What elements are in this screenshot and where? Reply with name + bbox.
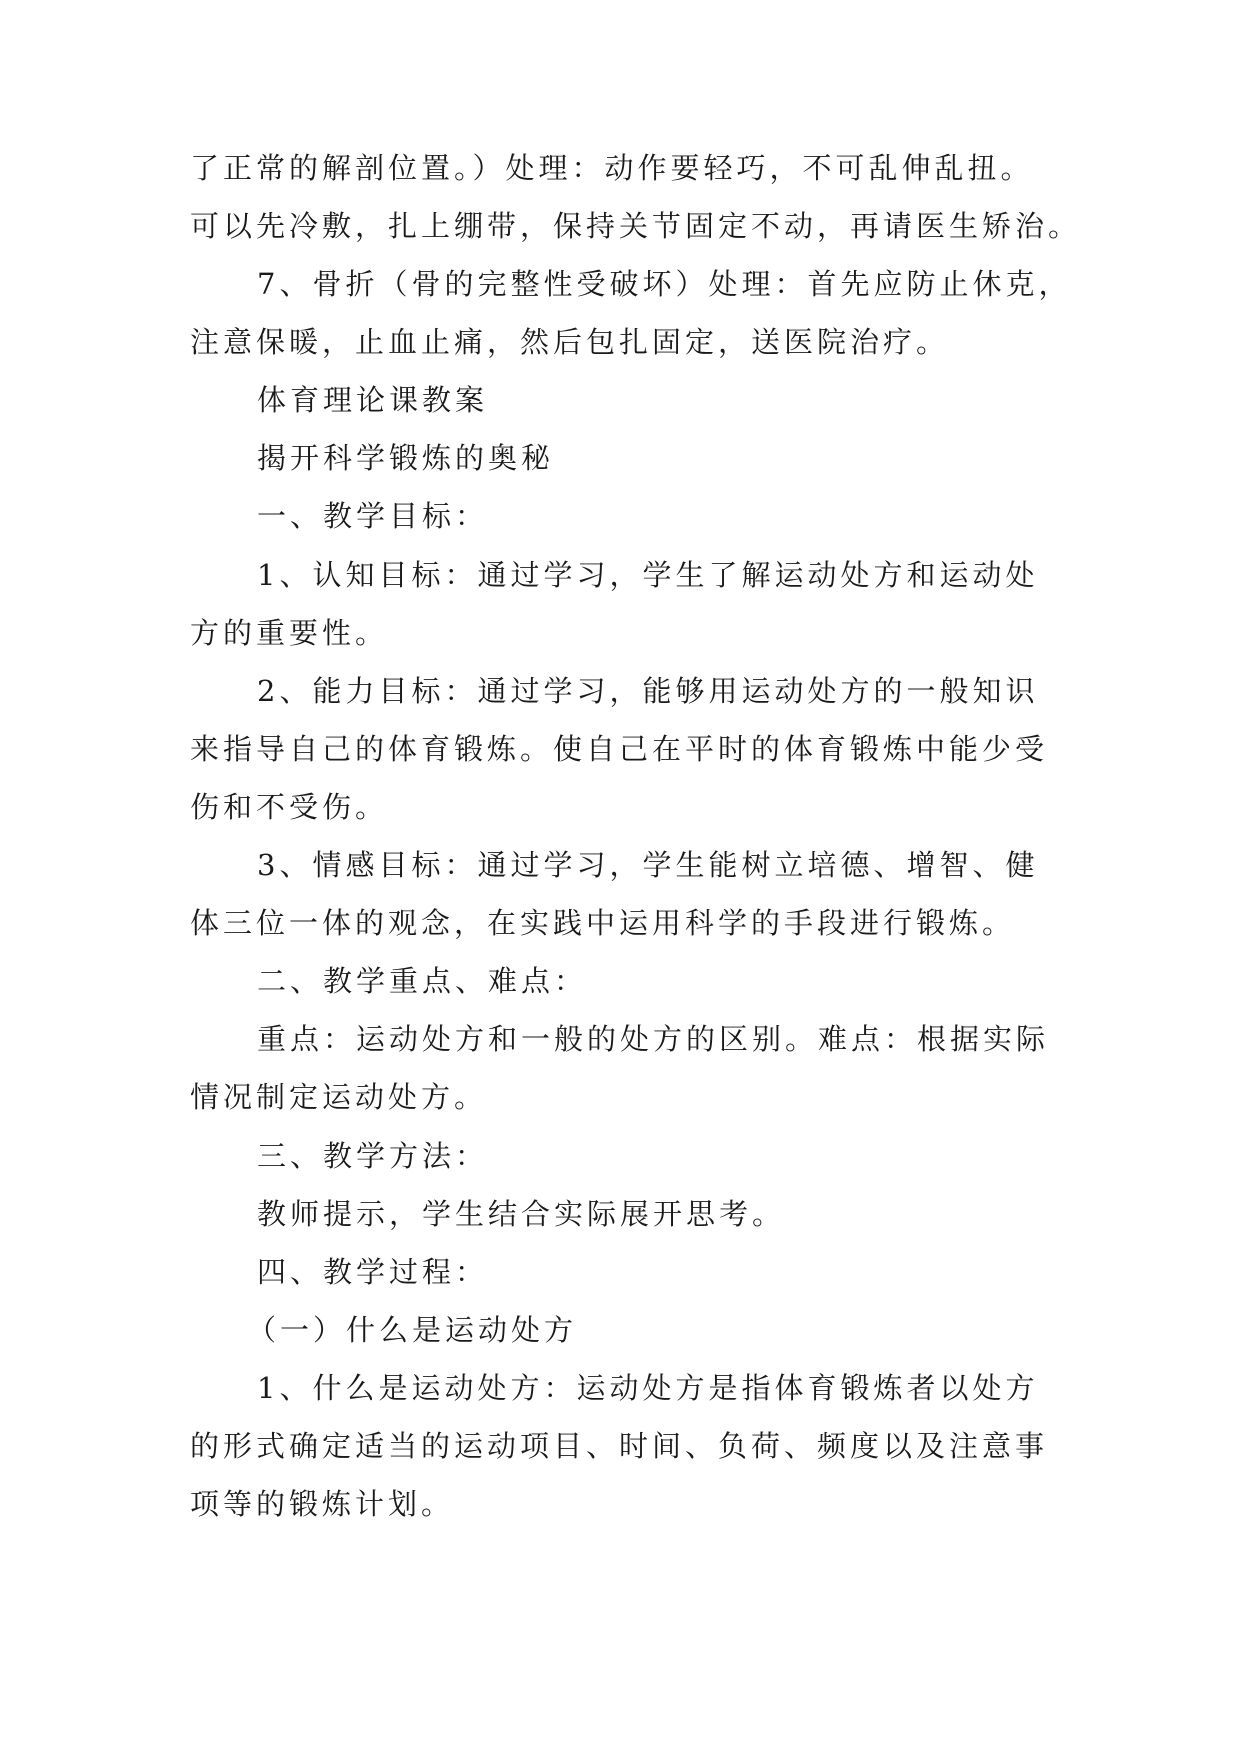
heading-teaching-method: 三、教学方法： [257, 1139, 489, 1173]
text-line: 情况制定运动处方。 [190, 1080, 488, 1114]
heading-key-points: 二、教学重点、难点： [257, 964, 588, 998]
text-line: 2、能力目标：通过学习，能够用运动处方的一般知识 [257, 674, 1039, 708]
text-line: 体三位一体的观念，在实践中运用科学的手段进行锻炼。 [190, 906, 1016, 940]
text-line: 7、骨折（骨的完整性受破坏）处理：首先应防止休克， [257, 267, 1072, 301]
text-line: 的形式确定适当的运动项目、时间、负荷、频度以及注意事 [190, 1429, 1049, 1463]
heading-teaching-goals: 一、教学目标： [257, 499, 489, 533]
text-line: 教师提示，学生结合实际展开思考。 [257, 1197, 786, 1231]
heading-teaching-process: 四、教学过程： [257, 1255, 489, 1289]
text-line: 方的重要性。 [190, 616, 389, 650]
text-line: 重点：运动处方和一般的处方的区别。难点：根据实际 [257, 1022, 1050, 1056]
lesson-title: 揭开科学锻炼的奥秘 [257, 441, 555, 475]
text-line: 来指导自己的体育锻炼。使自己在平时的体育锻炼中能少受 [190, 732, 1049, 766]
text-line: 可以先冷敷，扎上绷带，保持关节固定不动，再请医生矫治。 [190, 209, 1082, 243]
text-line: 3、情感目标：通过学习，学生能树立培德、增智、健 [257, 848, 1039, 882]
text-line: 了正常的解剖位置。）处理：动作要轻巧，不可乱伸乱扭。 [190, 151, 1034, 185]
text-line: 1、什么是运动处方：运动处方是指体育锻炼者以处方 [257, 1371, 1039, 1405]
text-line: 注意保暖，止血止痛，然后包扎固定，送医院治疗。 [190, 325, 950, 359]
text-line: 1、认知目标：通过学习，学生了解运动处方和运动处 [257, 558, 1039, 592]
section-title: 体育理论课教案 [257, 383, 489, 417]
text-line: 伤和不受伤。 [190, 790, 389, 824]
subheading-exercise-prescription: （一）什么是运动处方 [247, 1313, 578, 1347]
text-line: 项等的锻炼计划。 [190, 1487, 455, 1521]
